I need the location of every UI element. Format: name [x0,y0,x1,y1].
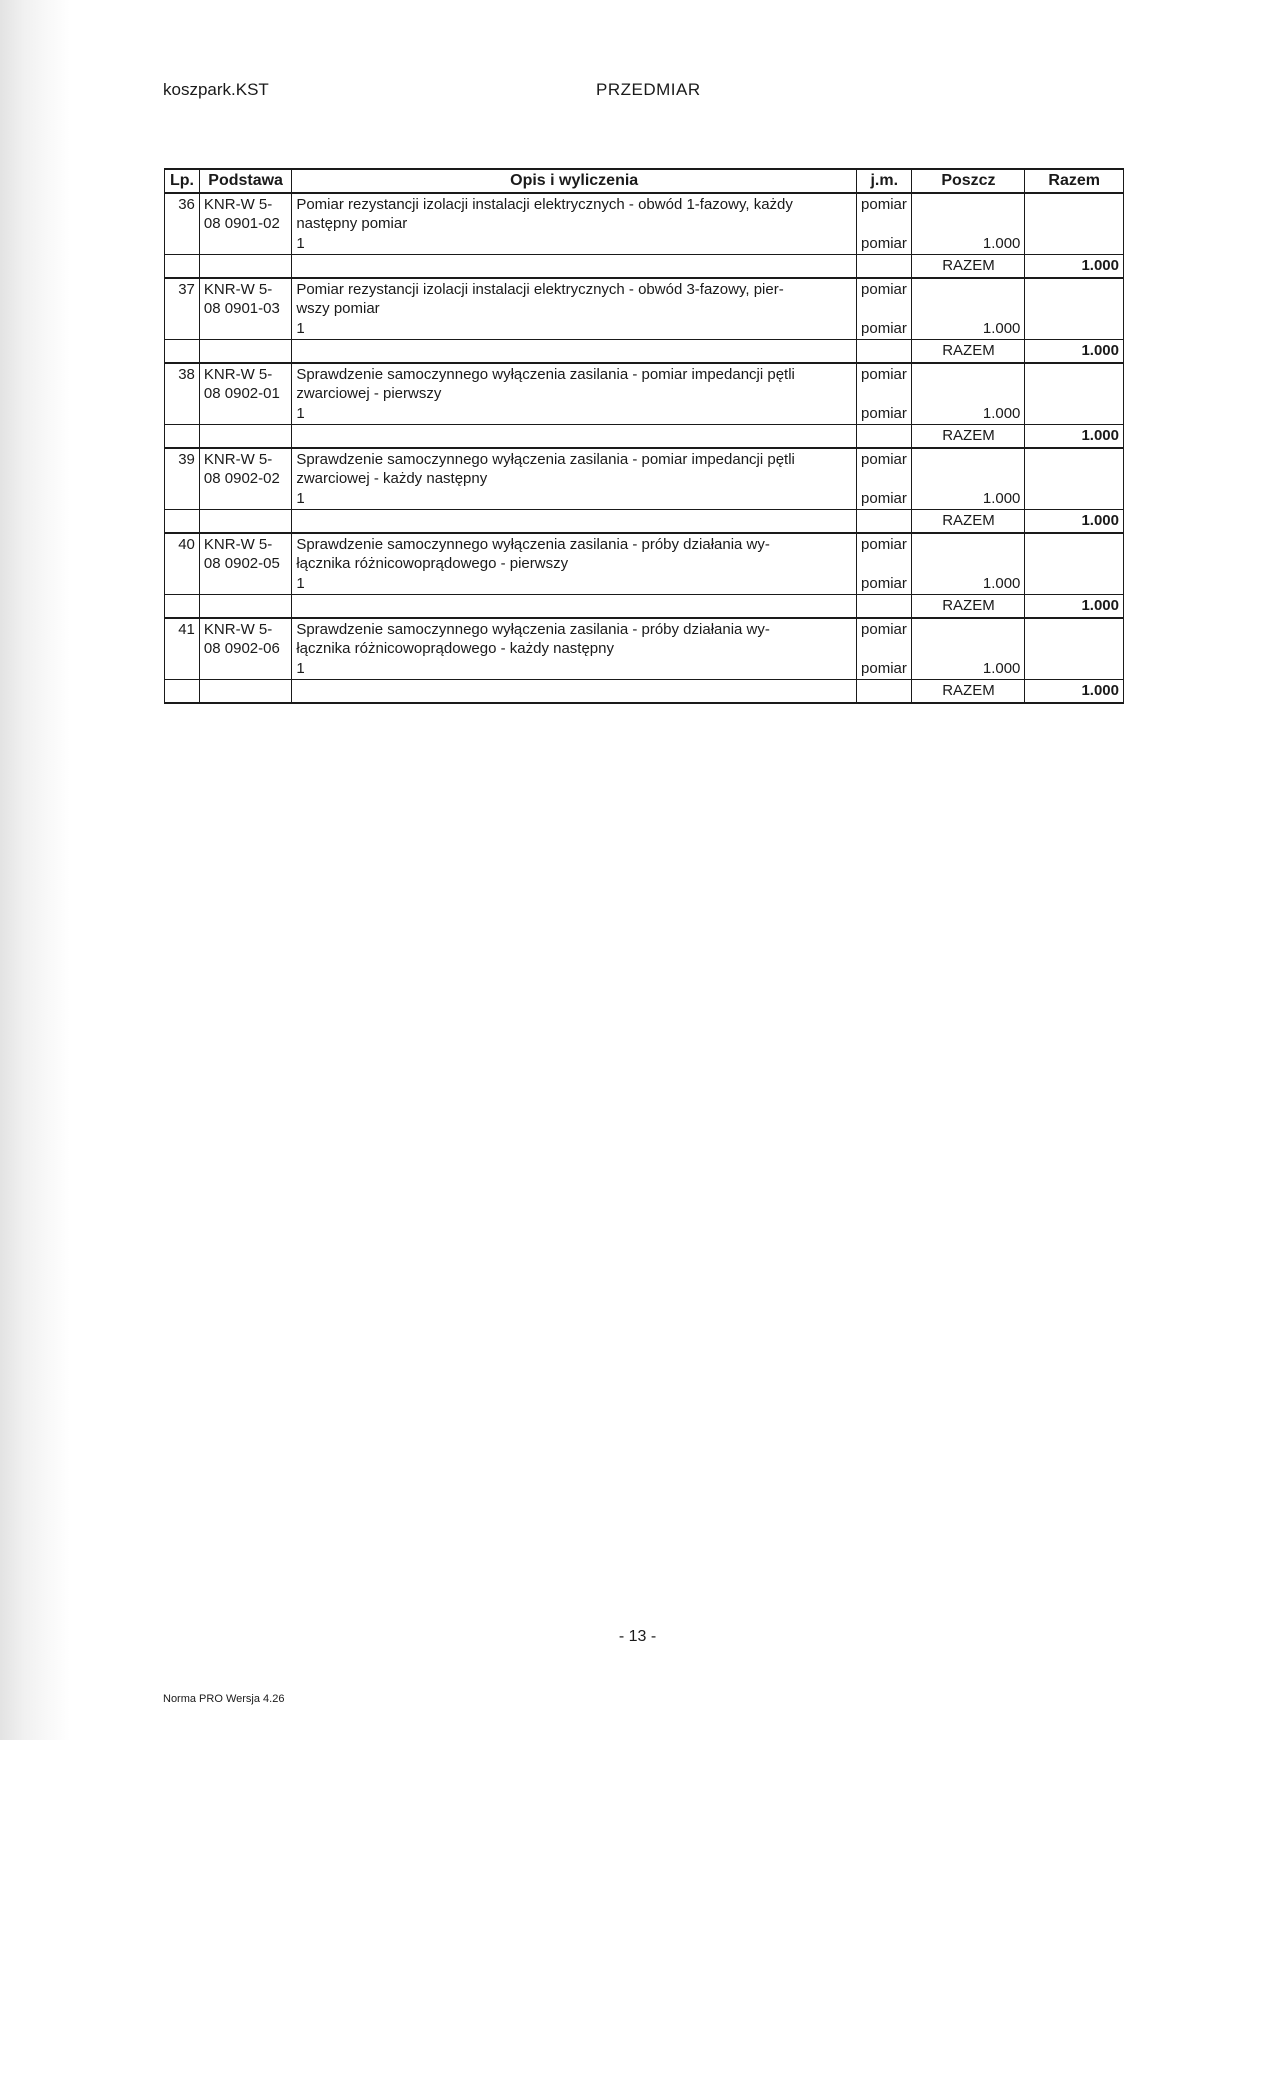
description-line-1: Pomiar rezystancji izolacji instalacji elektrycznych - obwód 3-fazowy, pier- [296,281,784,298]
empty-cell [199,680,291,704]
calculation-expression: 1 [292,574,857,595]
empty-cell [165,680,200,704]
calculation-unit: pomiar [857,659,912,680]
empty-cell [199,319,291,340]
basis-line-2: 08 0902-06 [203,640,280,657]
column-header-podstawa: Podstawa [199,169,291,193]
empty-cell [857,340,912,364]
empty-cell [165,340,200,364]
basis-line-2: 08 0902-05 [203,555,280,572]
column-header-lp: Lp. [165,169,200,193]
description-line-2: zwarciowej - każdy następny [296,470,488,487]
description-line-2: łącznika różnicowoprądowego - pierwszy [296,555,569,572]
empty-cell [199,489,291,510]
table-header-row [165,169,1124,193]
empty-cell [1025,489,1124,510]
empty-cell [1025,363,1124,404]
table-row [165,618,1124,659]
sum-value: 1.000 [1025,680,1124,704]
empty-cell [857,255,912,279]
basis-line-2: 08 0901-02 [203,215,280,232]
calculation-unit: pomiar [857,319,912,340]
column-header-jm: j.m. [857,169,912,193]
sum-row [165,510,1124,534]
empty-cell [1025,574,1124,595]
empty-cell [165,234,200,255]
column-header-poszcz: Poszcz [912,169,1025,193]
basis-line-1: KNR-W 5- [203,536,273,553]
item-number: 36 [165,193,200,234]
empty-cell [165,404,200,425]
empty-cell [292,255,857,279]
basis-line-1: KNR-W 5- [203,366,273,383]
basis-line-1: KNR-W 5- [203,451,273,468]
table-row [165,278,1124,319]
basis-line-2: 08 0902-01 [203,385,280,402]
empty-cell [199,574,291,595]
calculation-unit: pomiar [857,234,912,255]
empty-cell [199,425,291,449]
item-unit: pomiar [857,363,912,404]
partial-quantity: 1.000 [912,319,1025,340]
sum-label: RAZEM [912,425,1025,449]
przedmiar-table [164,168,1124,704]
column-header-opis: Opis i wyliczenia [292,169,857,193]
item-description [292,193,857,234]
partial-quantity: 1.000 [912,404,1025,425]
empty-cell [199,234,291,255]
item-description [292,618,857,659]
calculation-unit: pomiar [857,489,912,510]
description-line-1: Sprawdzenie samoczynnego wyłączenia zasilania - pomiar impedancji pętli [296,451,795,468]
sum-label: RAZEM [912,680,1025,704]
item-unit: pomiar [857,618,912,659]
empty-cell [165,595,200,619]
calculation-expression: 1 [292,319,857,340]
description-line-1: Sprawdzenie samoczynnego wyłączenia zasilania - pomiar impedancji pętli [296,366,795,383]
sum-row [165,425,1124,449]
item-unit: pomiar [857,448,912,489]
empty-cell [165,489,200,510]
description-line-2: łącznika różnicowoprądowego - każdy następny [296,640,614,657]
empty-cell [199,340,291,364]
calculation-row [165,234,1124,255]
item-description [292,533,857,574]
sum-value: 1.000 [1025,510,1124,534]
empty-cell [1025,278,1124,319]
description-line-2: wszy pomiar [296,300,380,317]
empty-cell [292,595,857,619]
empty-cell [199,659,291,680]
item-number: 41 [165,618,200,659]
item-unit: pomiar [857,193,912,234]
empty-cell [199,404,291,425]
sum-label: RAZEM [912,340,1025,364]
basis-line-1: KNR-W 5- [203,621,273,638]
empty-cell [912,618,1025,659]
document-title: PRZEDMIAR [596,80,701,99]
description-line-2: następny pomiar [296,215,408,232]
item-description [292,278,857,319]
item-basis [199,278,291,319]
calculation-expression: 1 [292,489,857,510]
empty-cell [857,425,912,449]
sum-value: 1.000 [1025,595,1124,619]
item-unit: pomiar [857,533,912,574]
calculation-row [165,489,1124,510]
calculation-unit: pomiar [857,404,912,425]
item-number: 38 [165,363,200,404]
table-row [165,533,1124,574]
empty-cell [165,510,200,534]
item-number: 40 [165,533,200,574]
empty-cell [165,319,200,340]
sum-row [165,255,1124,279]
calculation-row [165,319,1124,340]
empty-cell [912,278,1025,319]
scan-shadow [0,0,70,1740]
empty-cell [857,680,912,704]
table-row [165,363,1124,404]
table-row [165,193,1124,234]
empty-cell [857,595,912,619]
partial-quantity: 1.000 [912,489,1025,510]
calculation-row [165,574,1124,595]
empty-cell [1025,193,1124,234]
calculation-row [165,404,1124,425]
sum-value: 1.000 [1025,255,1124,279]
empty-cell [912,193,1025,234]
partial-quantity: 1.000 [912,234,1025,255]
empty-cell [912,533,1025,574]
item-description [292,363,857,404]
item-basis [199,193,291,234]
empty-cell [1025,533,1124,574]
item-basis [199,448,291,489]
basis-line-2: 08 0902-02 [203,470,280,487]
empty-cell [292,510,857,534]
item-basis [199,618,291,659]
calculation-expression: 1 [292,404,857,425]
description-line-2: zwarciowej - pierwszy [296,385,442,402]
description-line-1: Sprawdzenie samoczynnego wyłączenia zasilania - próby działania wy- [296,621,770,638]
file-name: koszpark.KST [163,80,269,99]
sum-row [165,680,1124,704]
empty-cell [165,574,200,595]
empty-cell [165,255,200,279]
item-basis [199,533,291,574]
sum-row [165,595,1124,619]
empty-cell [912,448,1025,489]
description-line-1: Pomiar rezystancji izolacji instalacji elektrycznych - obwód 1-fazowy, każdy [296,196,793,213]
empty-cell [292,425,857,449]
empty-cell [1025,448,1124,489]
empty-cell [292,680,857,704]
item-basis [199,363,291,404]
calculation-expression: 1 [292,659,857,680]
empty-cell [912,363,1025,404]
sum-value: 1.000 [1025,340,1124,364]
software-version: Norma PRO Wersja 4.26 [163,1693,285,1705]
item-number: 39 [165,448,200,489]
sum-label: RAZEM [912,255,1025,279]
sum-value: 1.000 [1025,425,1124,449]
empty-cell [1025,659,1124,680]
calculation-unit: pomiar [857,574,912,595]
item-unit: pomiar [857,278,912,319]
calculation-expression: 1 [292,234,857,255]
empty-cell [199,595,291,619]
sum-label: RAZEM [912,595,1025,619]
calculation-row [165,659,1124,680]
empty-cell [292,340,857,364]
column-header-razem: Razem [1025,169,1124,193]
empty-cell [857,510,912,534]
item-description [292,448,857,489]
empty-cell [1025,319,1124,340]
empty-cell [1025,618,1124,659]
description-line-1: Sprawdzenie samoczynnego wyłączenia zasilania - próby działania wy- [296,536,770,553]
partial-quantity: 1.000 [912,574,1025,595]
empty-cell [199,255,291,279]
item-number: 37 [165,278,200,319]
empty-cell [199,510,291,534]
sum-row [165,340,1124,364]
empty-cell [1025,404,1124,425]
basis-line-1: KNR-W 5- [203,196,273,213]
sum-label: RAZEM [912,510,1025,534]
basis-line-2: 08 0901-03 [203,300,280,317]
page-number: - 13 - [618,1628,657,1645]
basis-line-1: KNR-W 5- [203,281,273,298]
table-row [165,448,1124,489]
empty-cell [1025,234,1124,255]
empty-cell [165,425,200,449]
empty-cell [165,659,200,680]
partial-quantity: 1.000 [912,659,1025,680]
